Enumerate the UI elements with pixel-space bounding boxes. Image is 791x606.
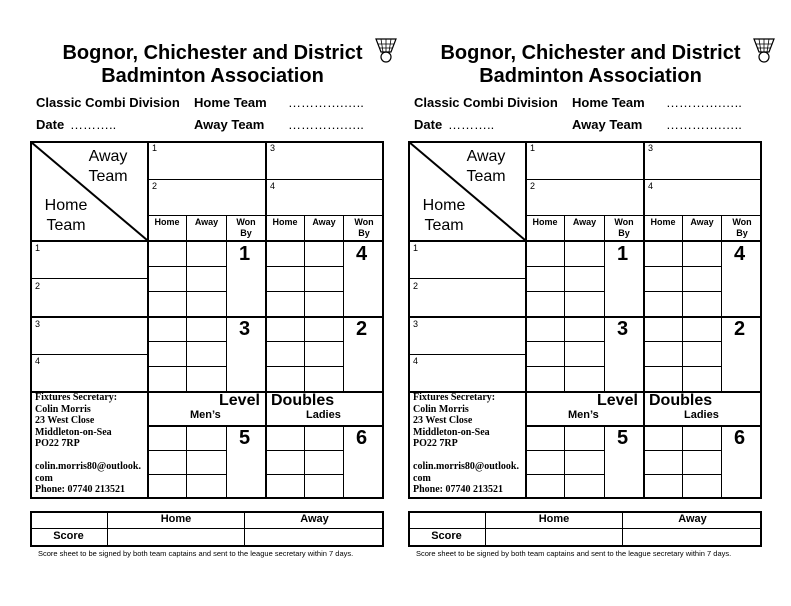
corner-away-label: Away Team [88, 148, 128, 185]
score-away-header: Away [300, 513, 329, 525]
home-player-4[interactable]: 4 [35, 356, 41, 366]
date-field[interactable]: ……….. [70, 117, 117, 132]
mens-label: Men’s [190, 409, 221, 421]
home-team-label: Home Team [194, 95, 267, 110]
away-team-field[interactable]: ………….….. [666, 117, 742, 132]
away-team-field[interactable]: ………….….. [288, 117, 364, 132]
col-won-by: Won By [354, 217, 374, 238]
game-number-5: 5 [617, 427, 629, 449]
home-team-field[interactable]: ………….….. [288, 95, 364, 110]
col-away: Away [572, 217, 597, 227]
col-home: Home [272, 217, 298, 227]
col-home: Home [154, 217, 180, 227]
col-won-by: Won By [236, 217, 256, 238]
home-score-cell[interactable] [108, 529, 244, 546]
ladies-label: Ladies [306, 409, 341, 421]
away-player-4[interactable]: 4 [648, 181, 654, 191]
col-away: Away [312, 217, 336, 227]
score-sheet [408, 0, 768, 606]
away-player-4[interactable]: 4 [270, 181, 276, 191]
score-row-label: Score [53, 530, 84, 542]
game-number-6: 6 [734, 427, 746, 449]
home-team-label: Home Team [572, 95, 645, 110]
mens-label: Men’s [568, 409, 599, 421]
score-row-label: Score [431, 530, 462, 542]
score-home-header: Home [538, 513, 570, 525]
home-player-2[interactable]: 2 [413, 281, 419, 291]
footer-note: Score sheet to be signed by both team captains and sent to the league secretary within 7 days. [416, 549, 732, 558]
fixtures-secretary: Fixtures Secretary: Colin Morris 23 West Close Middleton-on-Sea PO22 7RP colin.morris80@outlook. com Phone: 07740 213521 [413, 392, 519, 495]
game-number-2: 2 [356, 318, 368, 340]
col-away: Away [690, 217, 714, 227]
away-player-2[interactable]: 2 [530, 181, 536, 191]
home-score-cell[interactable] [486, 529, 622, 546]
org-title-line2: Badminton Association [479, 65, 702, 87]
date-label: Date [414, 117, 443, 132]
doubles-label: Doubles [271, 392, 335, 409]
game-number-3: 3 [239, 318, 251, 340]
col-away: Away [194, 217, 219, 227]
footer-note: Score sheet to be signed by both team captains and sent to the league secretary within 7 days. [38, 549, 354, 558]
home-player-1[interactable]: 1 [35, 243, 41, 253]
corner-home-label: Home Team [422, 197, 466, 234]
away-player-3[interactable]: 3 [270, 143, 276, 153]
away-player-1[interactable]: 1 [530, 143, 536, 153]
home-player-1[interactable]: 1 [413, 243, 419, 253]
col-home: Home [650, 217, 676, 227]
home-player-4[interactable]: 4 [413, 356, 419, 366]
score-home-header: Home [160, 513, 192, 525]
corner-home-label: Home Team [44, 197, 88, 234]
doubles-label: Doubles [649, 392, 713, 409]
org-title-line1: Bognor, Chichester and District [440, 42, 741, 64]
division-label: Classic Combi Division [36, 95, 180, 110]
score-sheet [30, 0, 390, 606]
game-number-1: 1 [617, 243, 629, 265]
game-number-1: 1 [239, 243, 251, 265]
level-label: Level [597, 392, 638, 409]
home-player-3[interactable]: 3 [413, 319, 419, 329]
level-label: Level [219, 392, 260, 409]
home-player-2[interactable]: 2 [35, 281, 41, 291]
home-team-field[interactable]: ………….….. [666, 95, 742, 110]
ladies-label: Ladies [684, 409, 719, 421]
game-number-2: 2 [734, 318, 746, 340]
away-score-cell[interactable] [623, 529, 761, 546]
org-title-line1: Bognor, Chichester and District [62, 42, 363, 64]
shuttlecock-icon [751, 36, 777, 64]
shuttlecock-icon [373, 36, 399, 64]
date-label: Date [36, 117, 65, 132]
date-field[interactable]: ……….. [448, 117, 495, 132]
col-won-by: Won By [614, 217, 634, 238]
score-away-header: Away [678, 513, 707, 525]
home-player-3[interactable]: 3 [35, 319, 41, 329]
away-team-label: Away Team [194, 117, 265, 132]
org-title-line2: Badminton Association [101, 65, 324, 87]
game-number-5: 5 [239, 427, 251, 449]
away-score-cell[interactable] [245, 529, 383, 546]
game-number-3: 3 [617, 318, 629, 340]
col-won-by: Won By [732, 217, 752, 238]
game-number-6: 6 [356, 427, 368, 449]
fixtures-secretary: Fixtures Secretary: Colin Morris 23 West Close Middleton-on-Sea PO22 7RP colin.morris80@outlook. com Phone: 07740 213521 [35, 392, 141, 495]
away-player-2[interactable]: 2 [152, 181, 158, 191]
away-player-1[interactable]: 1 [152, 143, 158, 153]
game-number-4: 4 [356, 243, 368, 265]
away-team-label: Away Team [572, 117, 643, 132]
col-home: Home [532, 217, 558, 227]
division-label: Classic Combi Division [414, 95, 558, 110]
game-number-4: 4 [734, 243, 746, 265]
away-player-3[interactable]: 3 [648, 143, 654, 153]
corner-away-label: Away Team [466, 148, 506, 185]
